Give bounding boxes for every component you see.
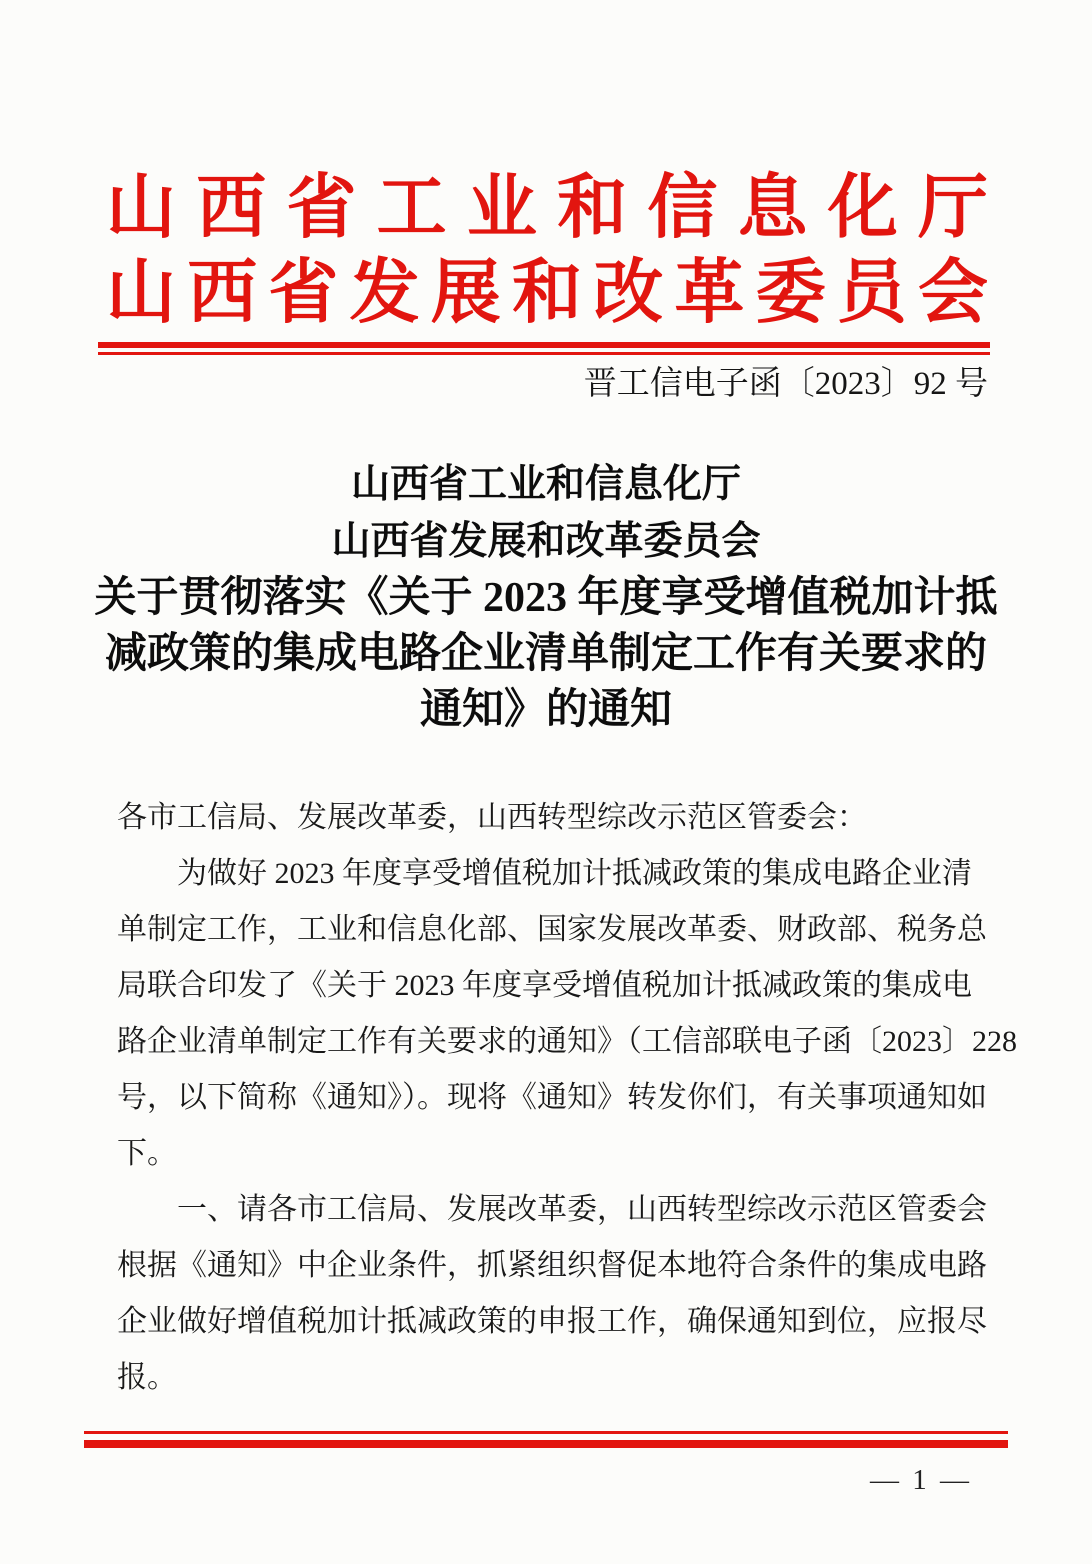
body-line: 根据《通知》中企业条件，抓紧组织督促本地符合条件的集成电路	[117, 1249, 987, 1282]
body-line: 企业做好增值税加计抵减政策的申报工作，确保通知到位，应报尽	[117, 1305, 987, 1338]
paragraph-2	[117, 1182, 989, 1406]
footer-rule-thick	[84, 1440, 1008, 1448]
header-rule-thin	[98, 352, 990, 355]
title-block	[50, 456, 1042, 738]
body-block	[117, 790, 1017, 1406]
paragraph-1	[117, 846, 1017, 1182]
letterhead-line-1: 山西省工业和信息化厅	[106, 170, 988, 247]
salutation: 各市工信局、发展改革委，山西转型综改示范区管委会：	[117, 801, 867, 834]
title-org-line: 山西省工业和信息化厅	[350, 463, 741, 506]
letterhead	[106, 166, 988, 336]
body-line: 为做好 2023 年度享受增值税加计抵减政策的集成电路企业清	[117, 857, 972, 890]
letterhead-line-2: 山西省发展和改革委员会	[106, 255, 988, 332]
page-number: — 1 —	[870, 1464, 972, 1496]
body-line: 单制定工作，工业和信息化部、国家发展改革委、财政部、税务总	[117, 913, 987, 946]
body-line: 局联合印发了《关于 2023 年度享受增值税加计抵减政策的集成电	[117, 969, 972, 1002]
title-subject-line: 关于贯彻落实《关于 2023 年度享受增值税加计抵	[94, 575, 998, 621]
title-org-line: 山西省发展和改革委员会	[331, 520, 761, 563]
title-subject-lines	[50, 570, 1042, 738]
body-line: 号，以下简称《通知》）。现将《通知》转发你们，有关事项通知如	[117, 1081, 987, 1114]
doc-number: 晋工信电子函〔2023〕92 号	[583, 366, 988, 402]
title-subject-line: 减政策的集成电路企业清单制定工作有关要求的	[104, 631, 987, 677]
body-line: 下。	[117, 1137, 177, 1170]
header-rule-thick	[98, 342, 990, 348]
title-org-lines	[50, 456, 1042, 570]
body-line: 报。	[117, 1361, 177, 1394]
body-line: 一、请各市工信局、发展改革委，山西转型综改示范区管委会	[117, 1193, 987, 1226]
body-line: 路企业清单制定工作有关要求的通知》（工信部联电子函〔2023〕228	[117, 1025, 1017, 1058]
title-subject-line: 通知》的通知	[419, 687, 672, 733]
footer-rule-thin	[84, 1431, 1008, 1434]
